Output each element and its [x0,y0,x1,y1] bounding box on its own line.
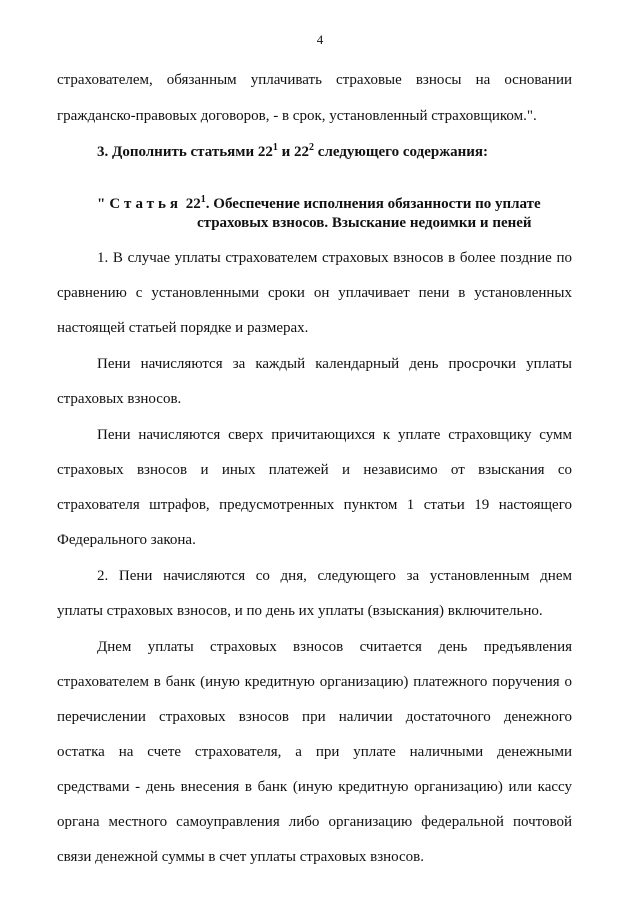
article-heading-line-1 [97,194,572,214]
text-line: остатка на счете страхователя, а при уплате наличными денежными [57,744,572,760]
text-line: гражданско-правовых договоров, - в срок, установленный страховщиком.". [57,108,537,124]
text-line: 1. В случае уплаты страхователем страховых взносов в более поздние по [97,250,572,266]
page-number: 4 [316,32,324,47]
text-run: и 22 [277,144,310,160]
text-line: страхователем, обязанным уплачивать страховые взносы на основании [57,72,572,88]
article-word: "Статья [97,196,183,212]
text-line: Пени начисляются за каждый календарный день просрочки уплаты [97,356,572,372]
superscript: 1 [200,194,206,205]
text-line: 2. Пени начисляются со дня, следующего за установленным днем [97,568,572,584]
text-line: уплаты страховых взносов, и по день их уплаты (взыскания) включительно. [57,603,543,619]
item-3-line [97,142,572,162]
text-line: средствами - день внесения в банк (иную кредитную организацию) или кассу [57,779,572,795]
text-line: связи денежной суммы в счет уплаты страховых взносов. [57,849,425,865]
text-line: Днем уплаты страховых взносов считается день предъявления [97,639,572,655]
text-line: страхователем в банк (иную кредитную организацию) платежного поручения о [57,674,572,690]
text-line: страхователя штрафов, предусмотренных пунктом 1 статьи 19 настоящего [57,497,572,513]
text-run: следующего содержания: [314,144,488,160]
text-line: перечислении страховых взносов при наличии достаточного денежного [57,709,572,725]
superscript: 1 [272,142,278,153]
text-line: сравнению с установленными сроки он уплачивает пени в установленных [57,285,572,301]
text-line: Федерального закона. [57,532,196,548]
text-run: 3. Дополнить статьями 22 [97,144,273,160]
text-line: страховых взносов и иных платежей и независимо от взыскания со [57,462,572,478]
text-line: страховых взносов. [57,391,182,407]
text-line: Пени начисляются сверх причитающихся к уплате страховщику сумм [97,427,572,443]
superscript: 2 [309,142,315,153]
text-line: настоящей статьей порядке и размерах. [57,320,309,336]
text-run: . Обеспечение исполнения обязанности по уплате [205,196,541,212]
text-run: 22 [182,196,201,212]
article-heading-line-2: страховых взносов. Взыскание недоимки и пеней [197,215,532,231]
text-line: органа местного самоуправления либо организацию федеральной почтовой [57,814,572,830]
